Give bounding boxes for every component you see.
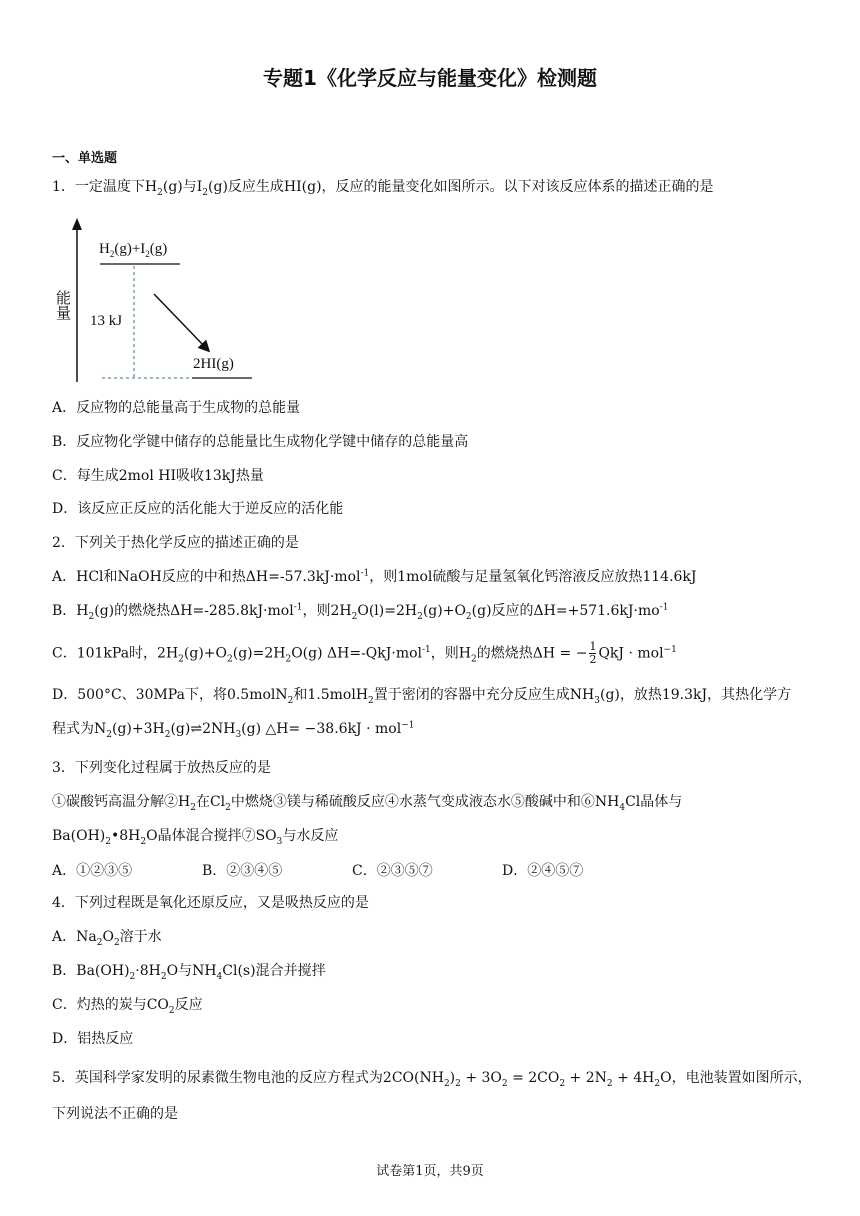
product-label: 2HI(g): [193, 356, 234, 372]
q3-list-line1: ①碳酸钙高温分解$②H_2$在$Cl_2$中燃烧③镁与稀硫酸反应④水蒸气变成液态水⑤酸碱中和$⑥NH_4Cl$晶体与: [52, 794, 683, 813]
q3-option-a: A．①②③⑤: [52, 863, 133, 879]
document-title: 专题1《化学反应与能量变化》检测题: [263, 66, 597, 90]
y-axis-label: 能量: [54, 290, 70, 320]
q4-option-b: B．$Ba(OH)_2\cdot 8H_2O$与$NH_4Cl(s)$混合并搅拌: [52, 963, 326, 982]
question-1-stem: 1．一定温度下$H_2(g)$与$I_2(g)$反应生成HI(g)，反应的能量变化如图所示。以下对该反应体系的描述正确的是: [52, 179, 714, 198]
fraction-one-half: $\frac{1}{2}$: [589, 640, 597, 666]
q3-option-b: B．②③④⑤: [202, 863, 283, 879]
reaction-arrow: [154, 294, 206, 348]
q1-option-b: B．反应物化学键中储存的总能量比生成物化学键中储存的总能量高: [52, 434, 469, 450]
q3-list-line2: $Ba(OH)_2•8H_2O$晶体混合搅拌$⑦SO_3$与水反应: [52, 828, 339, 847]
q2-option-c: C．101kPa时，$2H_2(g)+O_2(g)=2H_2O(g)$ ΔH=-QkJ·mol$^{-1}$，则$H_2$的燃烧热ΔH = − $\frac{1}{2}$ QkJ · mol$^{-1}$: [52, 640, 677, 666]
section-heading: 一、单选题: [52, 151, 118, 166]
question-5-stem-line1: 5．英国科学家发明的尿素微生物电池的反应方程式为$2CO(NH_2)_2 + 3O_2 = 2CO_2 + 2N_2 + 4H_2O$，电池装置如图所示，: [52, 1070, 812, 1089]
question-2-stem: 2．下列关于热化学反应的描述正确的是: [52, 535, 299, 551]
delta-energy-label: 13 kJ: [90, 313, 123, 329]
q2-option-d-line1: D．500°C、30MPa下，将0.5molN$_2$和1.5molH$_2$置于密闭的容器中充分反应生成$NH_3(g)$，放热19.3kJ，其热化学方: [52, 687, 792, 706]
q3-option-c: C．②③⑤⑦: [352, 863, 433, 879]
question-5-stem-line2: 下列说法不正确的是: [52, 1106, 178, 1122]
q3-options: [52, 860, 652, 880]
q1-option-c: C．每生成2mol HI吸收13kJ热量: [52, 468, 264, 484]
question-3-stem: 3．下列变化过程属于放热反应的是: [52, 760, 271, 776]
q1-option-a: A．反应物的总能量高于生成物的总能量: [52, 400, 301, 416]
page-footer: 试卷第1页，共9页: [376, 1164, 484, 1179]
q2-option-d-line2: 程式为$N_2(g)+3H_2(g)\rightleftharpoons 2NH_3(g)$ △H= −38.6kJ · mol$^{-1}$: [52, 720, 415, 740]
energy-diagram-graphic: [52, 212, 272, 388]
question-4-stem: 4．下列过程既是氧化还原反应，又是吸热反应的是: [52, 895, 369, 911]
energy-diagram: [52, 212, 272, 388]
y-axis-arrow-icon: [72, 218, 82, 230]
q4-option-a: A．$Na_2O_2$溶于水: [52, 929, 162, 948]
q4-option-c: C．灼热的炭与$CO_2$反应: [52, 997, 203, 1016]
q2-option-a: A．HCl和NaOH反应的中和热ΔH=-57.3kJ·mol$^{-1}$，则1mol硫酸与足量氢氧化钙溶液反应放热114.6kJ: [52, 568, 697, 585]
q4-option-d: D．铝热反应: [52, 1031, 134, 1047]
q1-option-d: D．该反应正反应的活化能大于逆反应的活化能: [52, 501, 344, 517]
q2-option-b: B．$H_2(g)$的燃烧热ΔH=-285.8kJ·mol$^{-1}$，则$2H_2O(l)=2H_2(g)+O_2(g)$反应的$\Delta H=+571.6kJ\cdot mo^{-1}$: [52, 602, 669, 622]
reactant-label: $H_2(g)+I_2(g)$: [99, 241, 168, 259]
q3-option-d: D．②④⑤⑦: [502, 863, 584, 879]
